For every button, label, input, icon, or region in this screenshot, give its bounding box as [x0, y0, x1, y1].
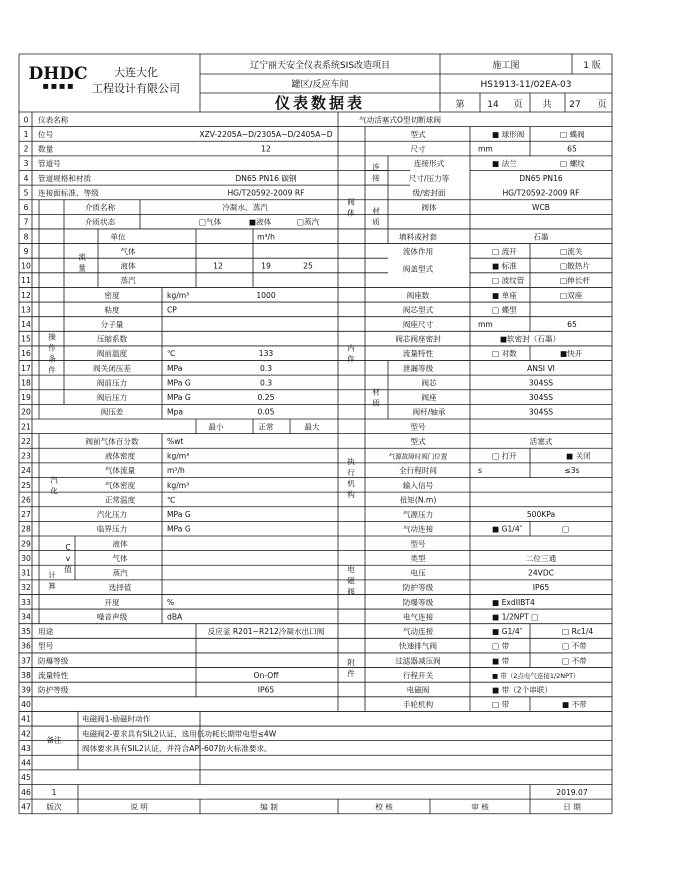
row-number: 33 [21, 597, 31, 607]
row-number: 14 [21, 319, 31, 329]
unit: kg/m³ [167, 480, 190, 490]
field-label: 管道规格和材质 [38, 173, 92, 183]
field-label: 介质状态 [84, 217, 116, 227]
row-number: 11 [21, 276, 31, 286]
option: ■液体 [248, 217, 272, 227]
row-number: 2 [23, 144, 29, 154]
option: □ [562, 524, 570, 534]
field-value: 25 [303, 261, 313, 271]
unit: kg/m³ [167, 290, 190, 300]
row-number: 30 [21, 553, 31, 563]
field-value: m³/h [257, 232, 275, 242]
footer-head: 编 制 [260, 802, 278, 812]
field-value: ■ 1/2NPT □ [492, 612, 539, 622]
field-label: 气体流量 [104, 466, 136, 476]
row-number: 46 [21, 787, 31, 797]
field-value: 304SS [528, 407, 554, 417]
option: ■快开 [560, 349, 583, 359]
footer-head: 日 期 [563, 802, 581, 812]
field-value: IP65 [532, 583, 550, 593]
row-number: 25 [21, 480, 31, 490]
field-value: 反应釜 R201~R212冷凝水出口阀 [207, 627, 325, 637]
row-number: 38 [21, 670, 31, 680]
option: □散热片 [560, 261, 590, 271]
field-label: 输入信号 [402, 480, 434, 490]
field-label: 防护等级 [402, 583, 434, 593]
solenoid-label: 电磁阀 [347, 564, 355, 596]
option: ■ 单座 [492, 290, 517, 300]
column-head: 最大 [304, 422, 320, 432]
option: □流关 [560, 246, 583, 256]
row-number: 5 [23, 188, 29, 198]
calculation-label: 计算 [48, 570, 56, 591]
field-label: 介质名称 [84, 203, 116, 213]
material-label: 材质 [372, 206, 380, 227]
field-value: 0.3 [259, 363, 273, 373]
row-number: 36 [21, 641, 31, 651]
unit: ℃ [167, 349, 176, 359]
field-label: 分子量 [100, 319, 124, 329]
row-number: 27 [21, 510, 31, 520]
field-label: 阀杆/轴承 [412, 407, 446, 417]
field-label: 阀前气体百分数 [85, 436, 139, 446]
sheet-title: 仪表数据表 [274, 94, 366, 112]
option: □ 打开 [492, 451, 517, 461]
field-label: 连接形式 [413, 159, 445, 169]
field-label: 数量 [38, 144, 54, 154]
field-label: 阀座数 [406, 290, 430, 300]
field-label: 汽化压力 [96, 510, 128, 520]
edition-number: 1 [51, 787, 57, 797]
field-label: 蒸汽 [112, 568, 128, 578]
option: ■ 球形阀 [492, 129, 525, 139]
unit: dBA [167, 612, 183, 622]
field-label: 噪音声级 [96, 612, 128, 622]
row-number: 1 [23, 129, 29, 139]
field-value: IP65 [257, 685, 275, 695]
column-head: 最小 [208, 422, 224, 432]
note-line: 阀体要求具有SIL2认证，并符合API-607防火标准要求。 [82, 743, 272, 753]
row-number: 42 [21, 729, 31, 739]
row-number: 4 [23, 173, 29, 183]
unit: mm [478, 144, 493, 154]
option: ■ G1/4″ [492, 627, 523, 637]
row-number: 10 [21, 261, 31, 271]
row-number: 23 [21, 451, 31, 461]
row-number: 35 [21, 627, 31, 637]
actuator-label: 执行机构 [347, 457, 355, 499]
row-number: 41 [21, 714, 31, 724]
field-value: WCB [531, 203, 551, 213]
unit: MPa G [167, 393, 191, 403]
row-number: 19 [21, 393, 31, 403]
valve-body-label: 阀体 [347, 197, 355, 218]
field-label: 电磁阀 [406, 685, 430, 695]
field-label: 泄漏等级 [402, 363, 434, 373]
field-value: 304SS [528, 393, 554, 403]
field-value: 65 [567, 144, 577, 154]
field-label: 临界压力 [96, 524, 128, 534]
field-label: 流量特性 [402, 349, 434, 359]
document-number: HS1913-11/02EA-03 [480, 80, 572, 90]
field-label: 扭矩(N.m) [399, 495, 437, 505]
column-head: 正常 [258, 422, 274, 432]
field-value: 65 [567, 319, 577, 329]
field-value: 12 [213, 261, 223, 271]
note-line: 电磁阀1-励磁时动作 [82, 714, 151, 724]
option: □ 带 [492, 641, 510, 651]
field-label: 阀前压力 [96, 378, 128, 388]
unit: ℃ [167, 495, 176, 505]
option: ■ G1/4″ [492, 524, 523, 534]
row-number: 39 [21, 685, 31, 695]
page-label: 第 [455, 100, 465, 110]
row-number: 8 [23, 232, 29, 242]
option: ■ 不带 [562, 700, 587, 710]
field-value: 活塞式 [529, 436, 553, 446]
row-number: 12 [21, 290, 31, 300]
field-value: ANSI VI [527, 363, 555, 373]
field-value: ■软密封（石墨） [499, 334, 561, 344]
unit: CP [167, 305, 177, 315]
unit: % [167, 597, 175, 607]
row-number: 17 [21, 363, 31, 373]
row-number: 45 [21, 773, 31, 783]
field-value: ≤3s [564, 466, 580, 476]
field-label: 型式 [410, 129, 426, 139]
field-value: HG/T20592-2009 RF [502, 188, 580, 198]
field-value: 133 [258, 349, 274, 359]
date: 2019.07 [556, 787, 588, 797]
row-number: 24 [21, 466, 31, 476]
row-number: 6 [23, 203, 29, 213]
field-value: DN65 PN16 [519, 173, 563, 183]
page-number: 14 [487, 100, 499, 110]
field-label: 蒸汽 [120, 276, 136, 286]
field-label: 阀盖型式 [402, 264, 434, 274]
unit: MPa G [167, 510, 191, 520]
field-label: 液体 [120, 261, 136, 271]
row-number: 34 [21, 612, 31, 622]
row-number: 47 [21, 802, 31, 812]
row-number: 26 [21, 495, 31, 505]
field-label: 单位 [110, 232, 126, 242]
cell-texts [21, 59, 606, 811]
field-value: 冷凝水、蒸汽 [222, 203, 268, 213]
field-value: 500KPa [526, 510, 556, 520]
trim-label: 内件 [347, 343, 355, 364]
option: □伸长杆 [560, 276, 590, 286]
option: ■ 法兰 [492, 159, 517, 169]
field-label: 阀体 [421, 203, 437, 213]
note-line: 电磁阀2-要求具有SIL2认证，选用低功耗长期带电型≤4W [82, 729, 277, 739]
row-number: 0 [23, 115, 29, 125]
field-label: 阀座 [421, 393, 437, 403]
field-label: 阀后压力 [96, 393, 128, 403]
field-label: 开度 [104, 597, 120, 607]
field-label: 阀芯阀座密封 [395, 334, 441, 344]
field-label: 防护等级 [38, 685, 69, 695]
row-number: 28 [21, 524, 31, 534]
field-label: 连接面标准、等级 [38, 188, 99, 198]
notes-label: 备注 [46, 735, 62, 745]
field-value: 0.05 [257, 407, 275, 417]
field-label: 仪表名称 [38, 115, 69, 125]
stage: 施工图 [492, 61, 520, 71]
total-pages: 27 [569, 100, 581, 110]
option: □ 螺纹 [560, 159, 585, 169]
total-unit: 页 [597, 100, 607, 110]
field-label: 阀前温度 [96, 349, 128, 359]
field-label: 防爆等级 [38, 656, 69, 666]
field-label: 快速排气阀 [399, 641, 437, 651]
field-label: 气动连接 [402, 627, 434, 637]
option: ■ 关闭 [566, 451, 591, 461]
field-label: 级/密封面 [412, 188, 446, 198]
field-label: 阀关闭压差 [93, 363, 131, 373]
vaporization-label: 汽化 [50, 475, 58, 496]
cv-label: C v 值 [64, 542, 72, 574]
field-label: 电压 [410, 568, 426, 578]
option: □ 对数 [492, 349, 517, 359]
field-value: HG/T20592-2009 RF [227, 188, 305, 198]
project-title: 辽宁丽天安全仪表系统SIS改造项目 [249, 61, 391, 71]
row-number: 32 [21, 583, 31, 593]
unit: %wt [167, 436, 184, 446]
unit: MPa G [167, 378, 191, 388]
field-label: 正常温度 [104, 495, 136, 505]
field-label: 粘度 [104, 305, 120, 315]
field-label: 选择值 [108, 583, 132, 593]
field-value: 气动活塞式O型切断球阀 [359, 115, 441, 125]
field-value: On-Off [253, 670, 279, 680]
option: ■ 标准 [492, 261, 517, 271]
option: □ 流开 [492, 246, 517, 256]
field-label: 气源故障时阀门位置 [388, 452, 448, 461]
field-value: 石墨 [533, 232, 549, 242]
row-number: 9 [23, 246, 29, 256]
option: □气体 [198, 217, 222, 227]
field-value: 0.25 [257, 393, 275, 403]
field-label: 型号 [410, 422, 426, 432]
logo: DHDC [28, 64, 88, 84]
row-number: 31 [21, 568, 31, 578]
field-value: ■ 带（2个串联） [492, 685, 552, 695]
option: □ Rc1/4 [562, 627, 594, 637]
field-label: 尺寸 [410, 144, 426, 154]
row-number: 22 [21, 436, 31, 446]
unit: m³/h [167, 466, 185, 476]
field-label: 气动连接 [402, 524, 434, 534]
field-label: 用途 [38, 627, 54, 637]
field-value: 二位三通 [525, 553, 557, 563]
field-label: 液体密度 [104, 451, 136, 461]
row-number: 40 [21, 700, 31, 710]
logo-mark [28, 64, 87, 90]
company-name: 大连大化 [114, 66, 158, 79]
unit: Mpa [167, 407, 184, 417]
field-value: 0.3 [259, 378, 273, 388]
row-number: 18 [21, 378, 31, 388]
field-label: 型号 [410, 539, 426, 549]
total-label: 共 [542, 100, 552, 110]
row-number: 15 [21, 334, 31, 344]
field-value: ■ 带（2点电气连接1/2NPT） [492, 671, 580, 680]
area: 罐区/反应车间 [291, 80, 349, 90]
unit: s [478, 466, 482, 476]
option: □ 不带 [562, 641, 587, 651]
trim-material-label: 材质 [372, 387, 380, 408]
field-label: 流体作用 [402, 246, 434, 256]
footer-head: 版次 [46, 802, 62, 812]
field-label: 型号 [38, 641, 54, 651]
option: □双座 [560, 290, 583, 300]
row-number: 21 [21, 422, 31, 432]
row-number: 43 [21, 743, 31, 753]
field-value: 19 [261, 261, 271, 271]
field-label: 阀座尺寸 [402, 319, 434, 329]
unit: MPa G [167, 524, 191, 534]
field-label: 气体密度 [104, 480, 136, 490]
field-label: 位号 [38, 129, 54, 139]
field-value: ■ ExdIIBT4 [492, 597, 535, 607]
field-value: XZV-2205A~D/2305A~D/2405A~D [199, 129, 333, 139]
field-label: 类型 [410, 553, 426, 563]
field-label: 防爆等级 [402, 597, 434, 607]
field-label: 阀芯 [421, 378, 437, 388]
field-label: 电气连接 [402, 612, 434, 622]
field-label: 密度 [104, 290, 120, 300]
option: □ 蝶阀 [560, 129, 585, 139]
page-unit: 页 [513, 100, 523, 110]
option: □ 不带 [562, 656, 587, 666]
company-name: 工程设计有限公司 [92, 82, 180, 95]
operating-conditions-label: 操作条件 [48, 332, 56, 375]
field-label: 阀压差 [100, 407, 124, 417]
connection-label: 连接 [372, 162, 380, 183]
row-number: 20 [21, 407, 31, 417]
row-number: 37 [21, 656, 31, 666]
field-label: 全行程时间 [399, 466, 437, 476]
field-label: 气体 [112, 553, 128, 563]
field-label: 气体 [120, 246, 136, 256]
field-label: 气源压力 [402, 510, 434, 520]
row-number: 7 [23, 217, 29, 227]
unit: kg/m³ [167, 451, 190, 461]
row-number: 3 [23, 159, 29, 169]
unit: MPa [167, 363, 183, 373]
option: □蒸汽 [296, 217, 320, 227]
option: □ 波纹管 [492, 276, 525, 286]
field-label: 填料或衬套 [399, 232, 437, 242]
field-label: 管道号 [38, 159, 61, 169]
footer-head: 审 核 [471, 802, 489, 812]
field-value: 1000 [256, 290, 276, 300]
flow-label: 流量 [78, 252, 86, 273]
field-label: 行程开关 [402, 670, 434, 680]
option: □ 带 [492, 700, 510, 710]
field-label: 液体 [112, 539, 128, 549]
field-label: 手轮机构 [402, 700, 434, 710]
edition: 1 版 [583, 61, 601, 71]
footer-head: 说 明 [130, 802, 148, 812]
footer-head: 校 核 [375, 802, 393, 812]
option: ■ 带 [492, 656, 510, 666]
field-value: 24VDC [527, 568, 555, 578]
field-label: 阀芯型式 [402, 305, 434, 315]
row-number: 13 [21, 305, 31, 315]
field-label: 压缩系数 [96, 334, 128, 344]
row-number: 29 [21, 539, 31, 549]
option: □ 蝶型 [492, 305, 517, 315]
field-label: 尺寸/压力等 [408, 173, 450, 183]
field-value: 12 [261, 144, 271, 154]
field-label: 流量特性 [38, 670, 69, 680]
accessory-label: 附件 [347, 658, 355, 679]
logo-stamp: ■ ■ ■ ■ [42, 82, 74, 90]
row-number: 16 [21, 349, 31, 359]
field-value: DN65 PN16 碳钢 [235, 173, 297, 183]
field-label: 过滤器减压阀 [395, 656, 441, 666]
field-value: 304SS [528, 378, 554, 388]
field-label: 型式 [410, 436, 426, 446]
grid-lines [19, 54, 612, 814]
row-number: 44 [21, 758, 31, 768]
unit: mm [478, 319, 493, 329]
